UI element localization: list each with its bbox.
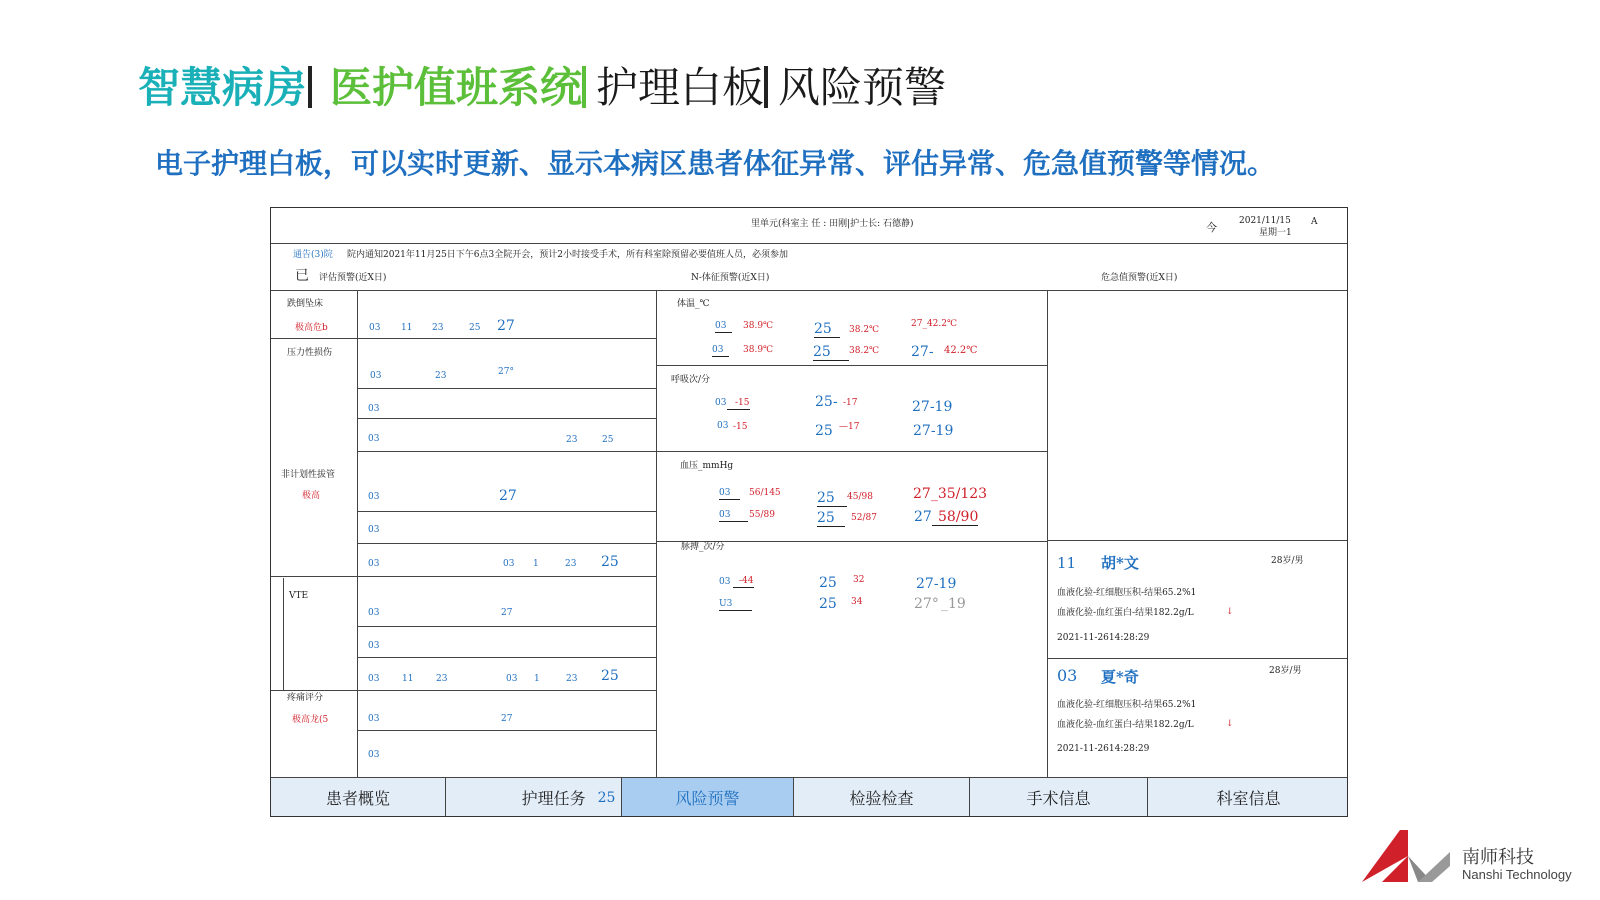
tab-label: 检验检查: [849, 789, 914, 808]
critical-item: 血液化验-红细胞压积-结果65.2%1: [1057, 588, 1197, 598]
pulse-day[interactable]: 27°: [914, 596, 939, 612]
bp-value: 55/89: [749, 510, 775, 520]
headline-part-4: 风险预警: [778, 64, 947, 111]
bp-day[interactable]: 27: [914, 509, 932, 525]
pressure-day[interactable]: 03: [368, 404, 380, 414]
vte-day[interactable]: 03: [506, 674, 518, 684]
divider: [1047, 290, 1048, 778]
assessment-icon: 已: [295, 268, 309, 284]
critical-bed: 11: [1057, 554, 1077, 572]
critical-age: 28岁/男: [1269, 666, 1302, 676]
pressure-day[interactable]: 23: [566, 435, 578, 445]
divider: [357, 511, 656, 512]
tube-day[interactable]: 03: [368, 559, 380, 569]
resp-day[interactable]: 25: [815, 423, 833, 439]
pulse-day[interactable]: 25: [819, 575, 837, 591]
temp-value: 42.2℃: [944, 345, 978, 356]
tab-surgery-info[interactable]: [969, 778, 1147, 817]
critical-bed: 03: [1057, 666, 1078, 685]
divider: [357, 690, 656, 691]
tab-department-info[interactable]: [1147, 778, 1348, 817]
bp-label: 血压_mmHg: [680, 461, 734, 471]
tab-nursing-tasks[interactable]: [445, 778, 621, 817]
resp-value: -15: [727, 399, 750, 410]
tube-day[interactable]: 25: [601, 554, 619, 570]
critical-item: 血液化验-血红蛋白-结果182.2g/L: [1057, 608, 1194, 618]
critical-item: 血液化验-红细胞压积-结果65.2%1: [1057, 700, 1197, 710]
notice-text: 院内通知2021年11月25日下午6点3全院开会，预计2小时接受手术，所有科室除预留必要值班人员，必须参加: [347, 250, 788, 260]
pain-day[interactable]: 03: [368, 714, 380, 724]
headline-part-3: 护理白板: [596, 64, 765, 111]
tube-day[interactable]: 1: [533, 559, 539, 569]
divider: [357, 388, 656, 389]
fall-level: 极高危b: [295, 323, 328, 333]
tab-label: 风险预警: [675, 789, 740, 808]
company-name-cn: 南师科技: [1462, 847, 1534, 867]
critical-time: 2021-11-2614:28:29: [1057, 633, 1150, 643]
vte-day[interactable]: 03: [368, 641, 380, 651]
pulse-label: 脉搏_次/分: [681, 542, 725, 552]
pressure-day[interactable]: 27°: [498, 367, 514, 377]
nursing-whiteboard: [270, 207, 1348, 817]
tab-label: 患者概览: [325, 789, 390, 808]
bp-value: 27_35/123: [913, 486, 988, 502]
divider: [357, 657, 656, 658]
temp-day[interactable]: 25: [813, 345, 849, 361]
vte-day[interactable]: 03: [368, 608, 380, 618]
vte-day[interactable]: 23: [436, 674, 448, 684]
temp-day[interactable]: 03: [712, 346, 729, 357]
fall-day[interactable]: 23: [432, 323, 444, 333]
tube-day[interactable]: 27: [499, 488, 517, 504]
headline-part-1: 智慧病房: [138, 64, 307, 111]
tab-patient-overview[interactable]: [271, 778, 445, 817]
resp-day[interactable]: 27-19: [913, 423, 954, 439]
pressure-day[interactable]: 03: [368, 434, 380, 444]
resp-label: 呼吸次/分: [671, 375, 711, 385]
tube-day[interactable]: 03: [368, 492, 380, 502]
task-count-badge: 25: [597, 789, 616, 806]
assessment-title: 评估预警(近X日): [319, 273, 387, 283]
temp-day[interactable]: 25: [814, 322, 840, 338]
tab-lab-exam[interactable]: [793, 778, 969, 817]
temp-day[interactable]: 27-: [911, 344, 934, 360]
vte-label: VTE: [289, 591, 309, 601]
bp-value: 56/145: [749, 488, 781, 498]
divider: [271, 243, 1348, 244]
pressure-day[interactable]: 25: [602, 435, 614, 445]
pain-label: 疼痛评分: [287, 693, 324, 703]
pain-day[interactable]: 27: [501, 714, 513, 724]
tab-risk-warning[interactable]: [621, 778, 793, 817]
tube-label: 非计划性拔管: [281, 470, 336, 480]
fall-day[interactable]: 03: [369, 323, 381, 333]
temp-value: 38.2℃: [849, 346, 880, 356]
pulse-day[interactable]: 03: [719, 577, 731, 587]
divider: [357, 338, 656, 339]
vte-day[interactable]: 03: [368, 674, 380, 684]
vitals-title: N-体征预警(近X日): [691, 273, 770, 283]
fall-day[interactable]: 25: [469, 323, 481, 333]
divider: [1047, 540, 1348, 541]
resp-value: -15: [733, 422, 748, 432]
divider: [283, 578, 284, 690]
header-weekday: 星期一1: [1259, 228, 1292, 238]
divider: [357, 290, 358, 778]
board-header-title: 里单元(科室主 任 : 田刚|护士长: 石德静): [751, 219, 914, 229]
temp-value: 38.9℃: [743, 345, 774, 355]
divider: [656, 365, 1047, 366]
divider: [357, 626, 656, 627]
tube-day[interactable]: 23: [565, 559, 577, 569]
divider: [656, 290, 657, 778]
headline-part-2: 医护值班系统: [330, 64, 583, 111]
tab-label: 科室信息: [1216, 789, 1281, 808]
arrow-down-icon: ↓: [1226, 719, 1234, 729]
divider: [271, 290, 1348, 291]
fall-label: 跌倒坠床: [287, 299, 324, 309]
divider: [357, 730, 656, 731]
headline-divider: [582, 66, 586, 108]
pulse-day[interactable]: 27-19: [916, 576, 957, 592]
resp-day[interactable]: 25-: [815, 394, 838, 410]
fall-day[interactable]: 27: [497, 318, 515, 334]
pulse-value: -44: [733, 577, 754, 588]
vte-day[interactable]: 25: [601, 668, 619, 684]
headline-divider: [308, 66, 312, 108]
pressure-day[interactable]: 03: [370, 371, 382, 381]
fall-day[interactable]: 11: [401, 323, 413, 333]
vte-day[interactable]: 11: [402, 674, 414, 684]
pulse-day[interactable]: U3: [719, 600, 752, 611]
critical-title: 危急值预警(近X日): [1101, 273, 1178, 283]
temp-value: 38.9℃: [743, 321, 774, 331]
divider: [271, 576, 357, 577]
vte-day[interactable]: 27: [501, 608, 513, 618]
header-flag: A: [1311, 217, 1318, 227]
pain-day[interactable]: 03: [368, 750, 380, 760]
bp-day[interactable]: 03: [719, 489, 740, 500]
bp-day[interactable]: 25: [817, 511, 845, 527]
arrow-down-icon: ↓: [1226, 607, 1234, 617]
temp-label: 体温_℃: [677, 299, 710, 309]
tab-label: 手术信息: [1026, 789, 1091, 808]
vte-day[interactable]: 1: [534, 674, 540, 684]
tab-label: 护理任务: [521, 789, 586, 808]
resp-day[interactable]: 03: [717, 421, 729, 431]
headline-divider: [764, 66, 768, 108]
vte-day[interactable]: 23: [566, 674, 578, 684]
pain-level: 极高龙(5: [292, 715, 329, 725]
divider: [357, 451, 656, 452]
temp-value: 27_42.2℃: [911, 319, 958, 329]
critical-age: 28岁/男: [1271, 556, 1304, 566]
tube-level: 极高: [302, 491, 321, 501]
pressure-day[interactable]: 23: [435, 371, 447, 381]
divider: [357, 576, 656, 577]
notice-label[interactable]: 通告(3)院: [293, 250, 333, 260]
critical-patient-name[interactable]: 胡*文: [1101, 554, 1139, 572]
critical-time: 2021-11-2614:28:29: [1057, 744, 1150, 754]
bp-day[interactable]: 25: [817, 491, 847, 507]
bp-day[interactable]: 03: [719, 511, 748, 522]
company-name-en: Nanshi Technology: [1462, 867, 1572, 882]
header-date: 2021/11/15: [1239, 216, 1291, 226]
company-logo-icon: [1362, 826, 1452, 886]
pressure-label: 压力性损伤: [287, 348, 333, 358]
resp-day[interactable]: 03: [715, 398, 727, 408]
divider: [357, 418, 656, 419]
critical-item: 血液化验-血红蛋白-结果182.2g/L: [1057, 720, 1194, 730]
today-label: 今: [1206, 221, 1217, 234]
pulse-day[interactable]: 25: [819, 596, 837, 612]
subtitle: 电子护理白板，可以实时更新、显示本病区患者体征异常、评估异常、危急值预警等情况。: [155, 148, 1276, 179]
temp-value: 38.2℃: [849, 325, 880, 335]
tube-day[interactable]: 03: [368, 525, 380, 535]
resp-value: -17: [843, 398, 858, 408]
divider: [656, 451, 1047, 452]
pulse-value: 34: [851, 597, 863, 607]
bp-value: 45/98: [847, 492, 873, 502]
pulse-value: 32: [853, 575, 865, 585]
divider: [271, 690, 357, 691]
bp-value: 58/90: [932, 510, 978, 526]
resp-day[interactable]: 27-19: [912, 399, 953, 415]
divider: [1047, 658, 1348, 659]
critical-patient-name[interactable]: 夏*奇: [1101, 668, 1139, 686]
bp-value: 52/87: [851, 513, 877, 523]
tube-day[interactable]: 03: [503, 559, 515, 569]
resp-value: —17: [839, 422, 860, 432]
pulse-value: _19: [941, 596, 966, 612]
temp-day[interactable]: 03: [715, 322, 732, 333]
divider: [357, 543, 656, 544]
divider: [271, 338, 357, 339]
